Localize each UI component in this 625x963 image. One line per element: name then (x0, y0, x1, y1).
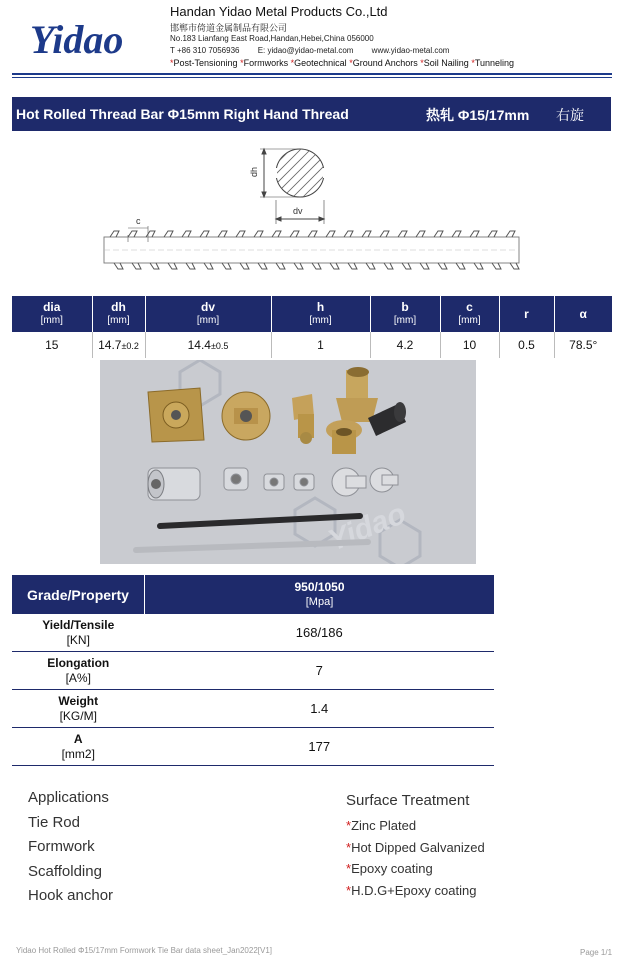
product-title-en: Hot Rolled Thread Bar Φ15mm Right Hand Thread (16, 106, 349, 122)
table-row (12, 690, 494, 728)
table-row (12, 652, 494, 690)
product-title-bar (12, 97, 611, 131)
product-title-cn: 热轧 Φ15/17mm (426, 107, 530, 123)
property-label: A [mm2] (12, 728, 145, 766)
list-item: Formwork (28, 838, 95, 855)
col-h: h [mm] (271, 296, 370, 332)
table-row (12, 728, 494, 766)
list-item: Scaffolding (28, 862, 102, 880)
grade-header: 950/1050 [Mpa] (145, 575, 495, 614)
applications-list (28, 786, 113, 909)
wing-nut (222, 392, 270, 440)
property-label: Weight [KG/M] (12, 690, 145, 728)
footer-document-name: Yidao Hot Rolled Φ15/17mm Formwork Tie Bar data sheet_Jan2022[V1] (16, 946, 272, 955)
table-row (12, 614, 494, 652)
company-name: Handan Yidao Metal Products Co.,Ltd (170, 4, 388, 19)
service-item: Post-Tensioning (173, 58, 238, 68)
list-item: Tie Rod (28, 813, 80, 831)
property-value: 1.4 (145, 690, 495, 728)
property-label: Yield/Tensile [KN] (12, 614, 145, 652)
company-contact (170, 46, 465, 55)
photo-watermark: Yidao (323, 497, 411, 558)
cell-r: 0.5 (499, 332, 554, 358)
company-email: E: yidao@yidao-metal.com (257, 46, 354, 55)
col-b: b [mm] (370, 296, 440, 332)
company-address: No.183 Lianfang East Road,Handan,Hebei,China 056000 (170, 34, 374, 43)
coupler-nut (148, 468, 200, 500)
col-c: c [mm] (440, 296, 499, 332)
service-item: Formworks (243, 58, 289, 68)
table-row (12, 332, 612, 358)
label-dv: dv (293, 206, 303, 216)
footer-page-number: Page 1/1 (580, 948, 613, 957)
header-divider (12, 77, 612, 78)
col-dv: dv [mm] (145, 296, 271, 332)
grade-property-header: Grade/Property (12, 575, 145, 614)
company-phone: T +86 310 7056936 (170, 46, 240, 55)
cell-b: 4.2 (370, 332, 440, 358)
col-dh: dh [mm] (92, 296, 145, 332)
company-website: www.yidao-metal.com (371, 46, 450, 55)
property-table (12, 575, 494, 766)
service-item: Tunneling (474, 58, 515, 68)
thread-direction: 右旋 (556, 107, 584, 123)
property-header-row (12, 575, 494, 614)
table-header-row (12, 296, 612, 332)
list-item: *Hot Dipped Galvanized (346, 839, 485, 855)
label-dh: dh (249, 166, 259, 177)
company-logo: Yidao (30, 17, 124, 62)
property-value: 7 (145, 652, 495, 690)
applications-title: Applications (28, 789, 109, 806)
cell-dia: 15 (12, 332, 92, 358)
property-value: 177 (145, 728, 495, 766)
col-r: r (499, 296, 554, 332)
product-photo (100, 360, 476, 564)
col-alpha: α (554, 296, 612, 332)
cell-alpha: 78.5° (569, 338, 598, 352)
service-item: Soil Nailing (423, 58, 469, 68)
surface-treatment-list (346, 792, 485, 901)
dimension-table (12, 296, 612, 358)
list-item: Hook anchor (28, 887, 114, 904)
surface-treatment-title: Surface Treatment (346, 792, 470, 809)
list-item: *H.D.G+Epoxy coating (346, 882, 477, 898)
list-item: *Zinc Plated (346, 818, 417, 833)
cell-c: 10 (440, 332, 499, 358)
cell-dv: 14.4±0.5 (145, 332, 271, 358)
property-label: Elongation [A%] (12, 652, 145, 690)
property-value: 168/186 (145, 614, 495, 652)
header-divider (12, 73, 612, 75)
square-plate-nut (148, 388, 204, 442)
company-name-cn: 邯郸市倚道金属制品有限公司 (170, 23, 288, 33)
list-item: *Epoxy coating (346, 861, 433, 876)
company-services: *Post-Tensioning *Formworks *Geotechnical *Ground Anchors *Soil Nailing *Tunneling (170, 58, 515, 68)
service-item: Ground Anchors (352, 58, 418, 68)
cell-dh: 14.7±0.2 (92, 332, 145, 358)
service-item: Geotechnical (294, 58, 347, 68)
bar-side-view (104, 226, 519, 269)
cell-h: 1 (271, 332, 370, 358)
col-dia: dia [mm] (12, 296, 92, 332)
label-c: c (136, 216, 141, 226)
thread-bar-drawing (100, 140, 530, 290)
